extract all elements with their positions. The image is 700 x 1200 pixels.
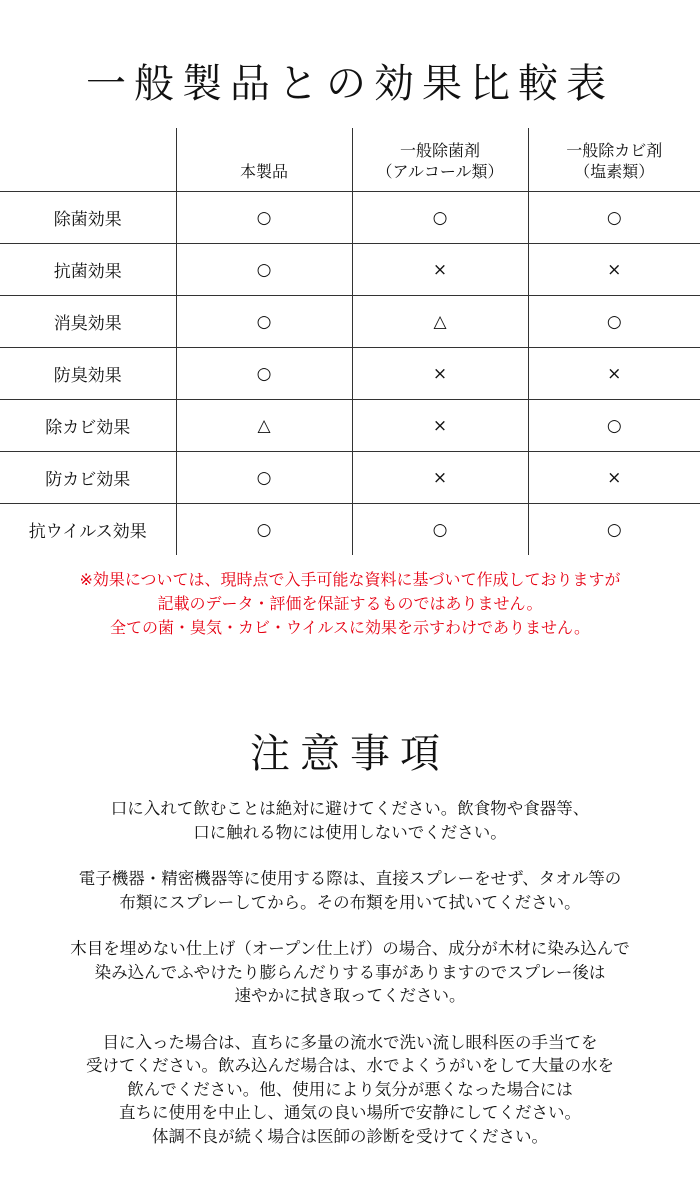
row-label: 消臭効果 bbox=[0, 296, 176, 348]
cautions-title: 注意事項 bbox=[250, 731, 450, 777]
table-header-row bbox=[0, 128, 700, 192]
caution-paragraph bbox=[0, 1031, 700, 1149]
header-sublabel: （アルコール類） bbox=[376, 162, 504, 181]
effect-mark: ○ bbox=[176, 452, 352, 504]
row-label: 抗ウイルス効果 bbox=[28, 522, 147, 542]
header-chlorine-mold-remover bbox=[528, 128, 700, 192]
caution-line: 直ちに使用を中止し、通気の良い場所で安静にしてください。 bbox=[119, 1103, 581, 1122]
caution-line: 体調不良が続く場合は医師の診断を受けてください。 bbox=[152, 1126, 548, 1146]
effect-mark: × bbox=[528, 452, 700, 504]
caution-line: 染み込んでふやけたり膨らんだりする事がありますのでスプレー後は bbox=[94, 962, 606, 982]
effect-mark: × bbox=[352, 244, 528, 296]
caution-line: 飲んでください。他、使用により気分が悪くなった場合には bbox=[127, 1079, 573, 1099]
comparison-table bbox=[0, 128, 700, 555]
table-row bbox=[0, 244, 700, 296]
disclaimer-notice bbox=[0, 568, 700, 640]
table-row bbox=[0, 452, 700, 504]
notice-line: 記載のデータ・評価を保証するものではありません。 bbox=[157, 594, 543, 613]
effect-mark: △ bbox=[352, 296, 528, 348]
comparison-title: 一般製品との効果比較表 bbox=[86, 61, 614, 107]
effect-mark: ○ bbox=[528, 400, 700, 452]
effect-mark: × bbox=[352, 400, 528, 452]
header-label: 本製品 bbox=[239, 162, 288, 181]
caution-line: 布類にスプレーしてから。その布類を用いて拭いてください。 bbox=[119, 892, 581, 912]
effect-mark: ○ bbox=[352, 192, 528, 244]
effect-mark: ○ bbox=[528, 504, 700, 556]
effect-mark: ○ bbox=[176, 504, 352, 556]
effect-mark: ○ bbox=[176, 296, 352, 348]
effect-mark: ○ bbox=[176, 348, 352, 400]
row-label: 除カビ効果 bbox=[0, 400, 176, 452]
caution-line: 口に触れる物には使用しないでください。 bbox=[193, 822, 507, 842]
effect-mark: ○ bbox=[352, 504, 528, 556]
caution-line: 木目を埋めない仕上げ（オープン仕上げ）の場合、成分が木材に染み込んで bbox=[70, 939, 630, 958]
effect-mark: ○ bbox=[176, 192, 352, 244]
effect-mark: ○ bbox=[176, 244, 352, 296]
table-row bbox=[0, 400, 700, 452]
effect-mark: × bbox=[352, 348, 528, 400]
header-label: 一般除カビ剤 bbox=[566, 141, 663, 160]
effect-mark: ○ bbox=[528, 192, 700, 244]
caution-line: 受けてください。飲み込んだ場合は、水でよくうがいをして大量の水を bbox=[86, 1056, 614, 1075]
notice-line: 全ての菌・臭気・カビ・ウイルスに効果を示すわけでありません。 bbox=[109, 618, 590, 637]
row-label: 除菌効果 bbox=[0, 192, 176, 244]
effect-mark: × bbox=[352, 452, 528, 504]
header-corner bbox=[0, 128, 176, 192]
effect-mark: ○ bbox=[528, 296, 700, 348]
effect-mark: × bbox=[528, 348, 700, 400]
row-label: 防カビ効果 bbox=[0, 452, 176, 504]
header-this-product bbox=[176, 128, 352, 192]
notice-line: ※効果については、現時点で入手可能な資料に基づいて作成しておりますが bbox=[79, 570, 621, 589]
header-label: 一般除菌剤 bbox=[399, 141, 480, 160]
caution-line: 速やかに拭き取ってください。 bbox=[234, 986, 466, 1005]
caution-line: 目に入った場合は、直ちに多量の流水で洗い流し眼科医の手当てを bbox=[102, 1032, 598, 1052]
caution-paragraph bbox=[0, 937, 700, 1008]
effect-mark: △ bbox=[176, 400, 352, 452]
cautions-body bbox=[0, 797, 700, 1171]
header-alcohol-sanitizer bbox=[352, 128, 528, 192]
caution-line: 電子機器・精密機器等に使用する際は、直接スプレーをせず、タオル等の bbox=[78, 869, 622, 888]
table-row bbox=[0, 504, 700, 556]
row-label: 抗菌効果 bbox=[0, 244, 176, 296]
caution-line: 口に入れて飲むことは絶対に避けてください。飲食物や食器等、 bbox=[110, 799, 590, 818]
header-sublabel: （塩素類） bbox=[574, 162, 655, 181]
table-row bbox=[0, 192, 700, 244]
row-label: 防臭効果 bbox=[0, 348, 176, 400]
caution-paragraph bbox=[0, 867, 700, 914]
effect-mark: × bbox=[528, 244, 700, 296]
table-row bbox=[0, 296, 700, 348]
table-row bbox=[0, 348, 700, 400]
caution-paragraph bbox=[0, 797, 700, 844]
